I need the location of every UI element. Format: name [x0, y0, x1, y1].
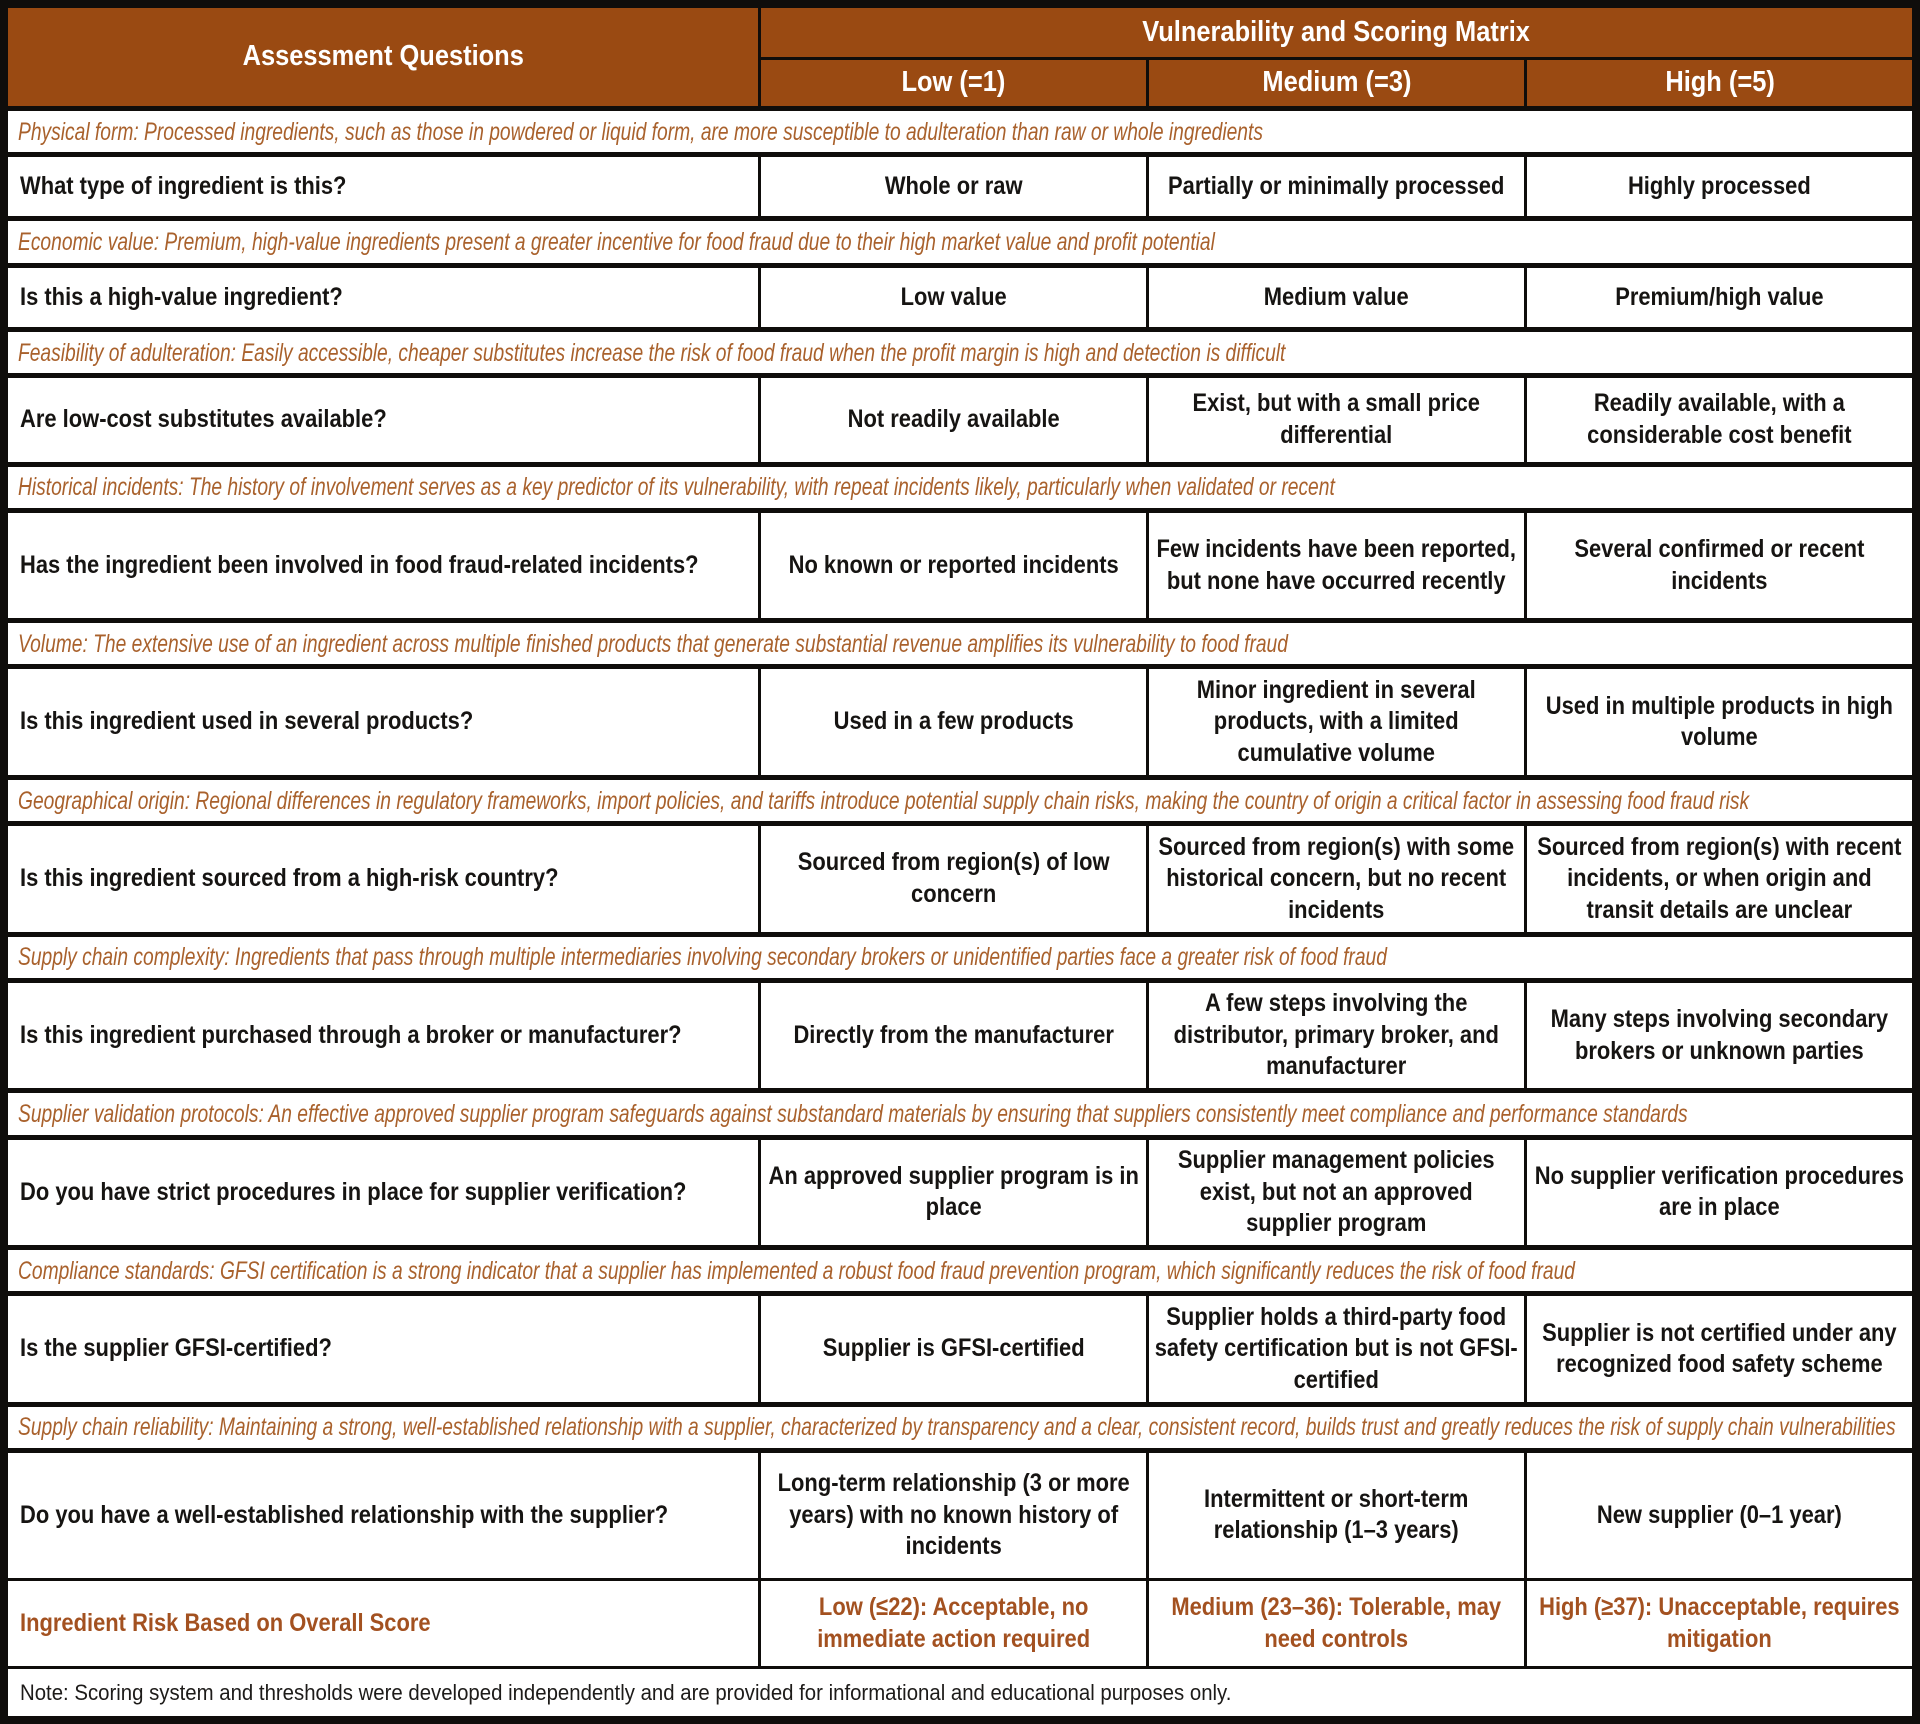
section-note-supplier-validation	[4, 1091, 1916, 1137]
medium-answer-text: A few steps involving the distributor, primary broker, and manufacturer	[1173, 989, 1500, 1081]
assessment-questions-header-label: Assessment Questions	[242, 40, 524, 73]
question-cell	[4, 1451, 759, 1580]
high-answer-text: Several confirmed or recent incidents	[1574, 535, 1865, 595]
question-cell	[4, 265, 759, 329]
section-note-historical-incidents	[4, 464, 1916, 510]
question-row-high-risk-country	[4, 824, 1916, 935]
level-header-high-label: High (=5)	[1664, 66, 1775, 99]
medium-answer-text: Sourced from region(s) with some historical concern, but no recent incidents	[1158, 832, 1515, 924]
footnote-text: Note: Scoring system and thresholds were developed independently and are provided for informational and educational purposes only.	[20, 1679, 1232, 1705]
medium-answer-cell	[1147, 510, 1526, 621]
footnote-cell	[4, 1668, 1916, 1721]
high-answer-cell	[1526, 824, 1916, 935]
high-answer-cell	[1526, 1137, 1916, 1248]
level-header-medium-label: Medium (=3)	[1262, 66, 1412, 99]
matrix-title-header	[759, 4, 1916, 58]
question-row-high-value	[4, 265, 1916, 329]
low-answer-text: Whole or raw	[884, 172, 1023, 201]
high-answer-text: Sourced from region(s) with recent incidents, or when origin and transit details are unclear	[1537, 832, 1902, 924]
question-row-substitutes	[4, 376, 1916, 464]
medium-answer-text: Partially or minimally processed	[1168, 172, 1505, 201]
summary-low-cell	[759, 1579, 1147, 1667]
low-answer-text: Used in a few products	[833, 707, 1074, 736]
section-note-supply-chain-complexity	[4, 934, 1916, 980]
footnote-row	[4, 1668, 1916, 1721]
summary-medium-cell	[1147, 1579, 1526, 1667]
low-answer-text: Long-term relationship (3 or more years) with no known history of incidents	[777, 1469, 1130, 1561]
section-note-text: Supply chain complexity: Ingredients that pass through multiple intermediaries involving secondary brokers or unidentified parties face a greater risk of food fraud	[18, 943, 1387, 972]
high-answer-cell	[1526, 667, 1916, 778]
section-note-text: Supply chain reliability: Maintaining a strong, well-established relationship with a supplier, characterized by transparency and a clear, consistent record, builds trust and greatly reduces the risk of supply chain vulnerabilities	[18, 1413, 1896, 1442]
question-cell	[4, 980, 759, 1091]
section-note-feasibility	[4, 329, 1916, 375]
question-text: What type of ingredient is this?	[20, 172, 347, 201]
medium-answer-text: Few incidents have been reported, but none have occurred recently	[1156, 535, 1517, 595]
question-row-supplier-verification	[4, 1137, 1916, 1248]
section-note-row-historical-incidents	[4, 464, 1916, 510]
question-cell	[4, 155, 759, 219]
summary-high-cell	[1526, 1579, 1916, 1667]
medium-answer-text: Medium value	[1264, 282, 1410, 311]
low-answer-text: Sourced from region(s) of low concern	[797, 848, 1110, 908]
question-text: Do you have strict procedures in place for supplier verification?	[20, 1177, 687, 1206]
low-answer-text: Low value	[900, 282, 1007, 311]
low-answer-cell	[759, 824, 1147, 935]
high-answer-cell	[1526, 265, 1916, 329]
level-header-medium	[1147, 58, 1526, 108]
section-note-physical-form	[4, 108, 1916, 154]
question-text: Is this ingredient used in several products?	[20, 707, 474, 736]
high-answer-text: New supplier (0–1 year)	[1597, 1500, 1843, 1529]
high-answer-text: No supplier verification procedures are in place	[1535, 1161, 1905, 1222]
medium-answer-cell	[1147, 1294, 1526, 1405]
section-note-economic-value	[4, 219, 1916, 265]
medium-answer-text: Intermittent or short-term relationship (1–3 years)	[1204, 1484, 1469, 1545]
high-answer-text: Readily available, with a considerable cost benefit	[1587, 389, 1852, 449]
question-text: Do you have a well-established relationship with the supplier?	[20, 1500, 669, 1529]
question-text: Has the ingredient been involved in food fraud-related incidents?	[20, 550, 699, 579]
section-note-geographical-origin	[4, 777, 1916, 823]
question-cell	[4, 376, 759, 464]
question-row-several-products	[4, 667, 1916, 778]
section-note-supply-chain-reliability	[4, 1404, 1916, 1450]
summary-label-text: Ingredient Risk Based on Overall Score	[20, 1609, 431, 1638]
question-cell	[4, 824, 759, 935]
summary-label-cell	[4, 1579, 759, 1667]
section-note-text: Compliance standards: GFSI certification is a strong indicator that a supplier has implemented a robust food fraud prevention program, which significantly reduces the risk of food fraud	[18, 1256, 1575, 1285]
medium-answer-cell	[1147, 376, 1526, 464]
high-answer-text: Highly processed	[1628, 172, 1812, 201]
medium-answer-text: Supplier holds a third-party food safety certification but is not GFSI-certified	[1155, 1302, 1519, 1394]
section-note-row-volume	[4, 621, 1916, 667]
question-row-ingredient-type	[4, 155, 1916, 219]
section-note-row-geographical-origin	[4, 777, 1916, 823]
section-note-row-supply-chain-reliability	[4, 1404, 1916, 1450]
low-answer-text: No known or reported incidents	[788, 550, 1119, 579]
high-answer-text: Supplier is not certified under any recognized food safety scheme	[1542, 1318, 1897, 1379]
section-note-row-economic-value	[4, 219, 1916, 265]
low-answer-cell	[759, 1137, 1147, 1248]
section-note-text: Historical incidents: The history of involvement serves as a key predictor of its vulnerability, with repeat incidents likely, particularly when validated or recent	[18, 473, 1335, 502]
medium-answer-cell	[1147, 667, 1526, 778]
question-row-supplier-relationship	[4, 1451, 1916, 1580]
low-answer-cell	[759, 265, 1147, 329]
high-answer-cell	[1526, 510, 1916, 621]
question-cell	[4, 510, 759, 621]
summary-low-text: Low (≤22): Acceptable, no immediate action required	[816, 1592, 1090, 1654]
high-answer-cell	[1526, 1294, 1916, 1405]
medium-answer-cell	[1147, 980, 1526, 1091]
summary-medium-text: Medium (23–36): Tolerable, may need controls	[1171, 1592, 1502, 1654]
level-header-high	[1526, 58, 1916, 108]
section-note-text: Supplier validation protocols: An effective approved supplier program safeguards against substandard materials by ensuring that suppliers consistently meet compliance and performance standards	[18, 1099, 1688, 1128]
high-answer-text: Premium/high value	[1615, 282, 1824, 311]
level-header-low-label: Low (=1)	[901, 66, 1006, 99]
medium-answer-text: Supplier management policies exist, but not an approved supplier program	[1178, 1146, 1496, 1238]
section-note-text: Physical form: Processed ingredients, such as those in powdered or liquid form, are more susceptible to adulteration than raw or whole ingredients	[18, 117, 1263, 146]
medium-answer-text: Minor ingredient in several products, with a limited cumulative volume	[1197, 675, 1477, 767]
section-note-text: Economic value: Premium, high-value ingredients present a greater incentive for food fraud due to their high market value and profit potential	[18, 228, 1215, 257]
section-note-row-feasibility	[4, 329, 1916, 375]
medium-answer-cell	[1147, 265, 1526, 329]
section-note-text: Feasibility of adulteration: Easily accessible, cheaper substitutes increase the risk of food fraud when the profit margin is high and detection is difficult	[18, 338, 1286, 367]
low-answer-text: Supplier is GFSI-certified	[822, 1334, 1085, 1363]
question-cell	[4, 1137, 759, 1248]
low-answer-cell	[759, 155, 1147, 219]
level-header-low	[759, 58, 1147, 108]
matrix-title-label: Vulnerability and Scoring Matrix	[1142, 15, 1531, 48]
summary-row-overall-score	[4, 1579, 1916, 1667]
low-answer-cell	[759, 510, 1147, 621]
section-note-row-supplier-validation	[4, 1091, 1916, 1137]
question-text: Is this a high-value ingredient?	[20, 282, 343, 311]
high-answer-text: Used in multiple products in high volume	[1546, 691, 1894, 752]
medium-answer-cell	[1147, 1137, 1526, 1248]
question-cell	[4, 1294, 759, 1405]
high-answer-cell	[1526, 980, 1916, 1091]
low-answer-cell	[759, 1294, 1147, 1405]
high-answer-cell	[1526, 1451, 1916, 1580]
section-note-row-supply-chain-complexity	[4, 934, 1916, 980]
section-note-volume	[4, 621, 1916, 667]
medium-answer-cell	[1147, 824, 1526, 935]
medium-answer-cell	[1147, 155, 1526, 219]
section-note-text: Geographical origin: Regional differences in regulatory frameworks, import policies, and tariffs introduce potential supply chain risks, making the country of origin a critical factor in assessing food fraud risk	[18, 786, 1750, 815]
medium-answer-cell	[1147, 1451, 1526, 1580]
low-answer-cell	[759, 667, 1147, 778]
question-row-broker-manufacturer	[4, 980, 1916, 1091]
question-cell	[4, 667, 759, 778]
medium-answer-text: Exist, but with a small price differential	[1192, 389, 1481, 449]
low-answer-cell	[759, 980, 1147, 1091]
question-text: Are low-cost substitutes available?	[20, 405, 387, 434]
low-answer-text: An approved supplier program is in place	[768, 1161, 1139, 1222]
assessment-questions-header	[4, 4, 759, 108]
question-text: Is this ingredient purchased through a broker or manufacturer?	[20, 1020, 682, 1049]
question-text: Is the supplier GFSI-certified?	[20, 1334, 332, 1363]
question-text: Is this ingredient sourced from a high-risk country?	[20, 864, 559, 893]
high-answer-cell	[1526, 376, 1916, 464]
section-note-text: Volume: The extensive use of an ingredient across multiple finished products that generate substantial revenue amplifies its vulnerability to food fraud	[18, 629, 1288, 658]
low-answer-cell	[759, 1451, 1147, 1580]
section-note-row-physical-form	[4, 108, 1916, 154]
high-answer-text: Many steps involving secondary brokers or unknown parties	[1550, 1005, 1889, 1065]
low-answer-text: Not readily available	[847, 405, 1060, 434]
summary-high-text: High (≥37): Unacceptable, requires mitigation	[1539, 1592, 1900, 1654]
high-answer-cell	[1526, 155, 1916, 219]
section-note-row-compliance-standards	[4, 1248, 1916, 1294]
low-answer-text: Directly from the manufacturer	[793, 1020, 1114, 1049]
section-note-compliance-standards	[4, 1248, 1916, 1294]
low-answer-cell	[759, 376, 1147, 464]
question-row-fraud-incidents	[4, 510, 1916, 621]
question-row-gfsi-certified	[4, 1294, 1916, 1405]
